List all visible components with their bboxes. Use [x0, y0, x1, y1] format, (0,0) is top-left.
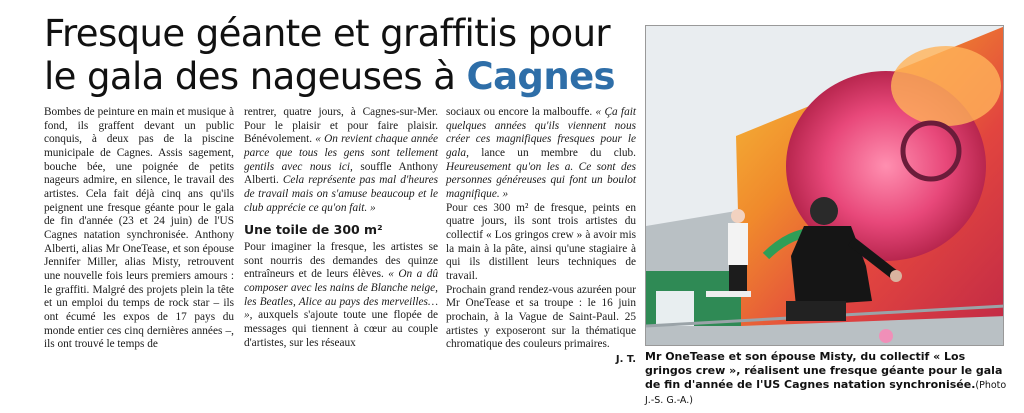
article-quote: Heureusement qu'on les a. Ce sont des personnes généreuses qui font un boulot magnifique. » [446, 160, 636, 200]
article-paragraph [244, 241, 438, 350]
article-column-3 [446, 106, 636, 366]
photo-caption [645, 350, 1010, 408]
article-text: souffle Anthony Alberti. [244, 160, 438, 187]
article-column-1 [44, 106, 234, 352]
article-column-2 [244, 106, 438, 350]
article-quote: « On revient chaque année parce que tous les gens sont tellement gentils avec nous ici, [244, 133, 438, 173]
graffiti-mural-illustration [646, 26, 1004, 346]
article-text: sociaux ou encore la malbouffe. [446, 106, 596, 118]
author-signature: J. T. [615, 353, 636, 365]
article-text: rentrer, quatre jours, à Cagnes-sur-Mer. Pour le plaisir et pour faire plaisir. Bénévolement. [244, 106, 438, 146]
headline-line-2-prefix: le gala des nageuses à [44, 55, 467, 98]
article-quote: « Ça fait quelques années qu'ils viennent nous créer ces magnifiques fresques pour le gala, [446, 106, 636, 159]
article-paragraph: Prochain grand rendez-vous azuréen pour Mr OneTease et sa troupe : le 16 juin prochain, à la Vague de Saint-Paul. 25 artistes y exposeront sur la thématique chromatique des couleurs primaires. [446, 283, 636, 351]
article-subheading: Une toile de 300 m² [244, 222, 383, 238]
article-paragraph: Pour ces 300 m² de fresque, peints en quatre jours, ils sont trois artistes du collectif « Los gringos crew » à avoir mis la main à la pâte, ainsi qu'une stagiaire à qui ils distillent leurs techniques de travail. [446, 201, 636, 282]
headline [44, 12, 624, 98]
article-text: lance un membre du club. [468, 146, 636, 159]
article-quote: « On a dû composer avec les nains de Blanche neige, les Beatles, Alice au pays des merveilles… », [244, 268, 438, 322]
headline-line-1: Fresque géante et graffitis pour [44, 12, 611, 55]
article-paragraph: Bombes de peinture en main et musique à fond, ils graffent devant un public conquis, à deux pas de la piscine municipale de Cagnes. Assis sagement, bouche bée, une poignée de petits nageurs admire, en silence, le travail des artistes. Cela fait déjà cinq ans qu'ils peignent une fresque géante pour le gala de fin d'année (23 et 24 juin) de l'US Cagnes natation synchronisée. Anthony Alberti, alias Mr OneTease, et son épouse Jennifer Miller, alias Misty, retrouvent une nouvelle fois leurs premiers amours : le graffiti. Malgré des projets plein la tête et un emploi du temps de rock star – ils ont écumé les expos de 17 pays du monde entier ces cinq dernières années –, ils ont trouvé le temps de [44, 106, 234, 351]
caption-text: Mr OneTease et son épouse Misty, du collectif « Los gringos crew », réalisent une fresque géante pour le gala de fin d'année de l'US Cagnes natation synchronisée. [645, 350, 1003, 391]
photo-credit: (Photo J.-S. G.-A.) [645, 380, 1007, 406]
article-paragraph [446, 106, 636, 202]
article-text: Pour imaginer la fresque, les artistes se sont nourris des demandes des quinze entraîneurs et de leurs élèves. [244, 240, 438, 281]
article-photo [645, 25, 1004, 346]
headline-accent-town: Cagnes [466, 55, 615, 98]
article-text: auxquels s'ajoute toute une flopée de messages qui tiennent à cœur au couple d'artistes, sur les réseaux [244, 309, 438, 349]
article-quote: Cela représente pas mal d'heures de travail mais on s'amuse beaucoup et le club apprécie ce qu'on fait. » [244, 174, 438, 214]
article-paragraph [244, 106, 438, 215]
